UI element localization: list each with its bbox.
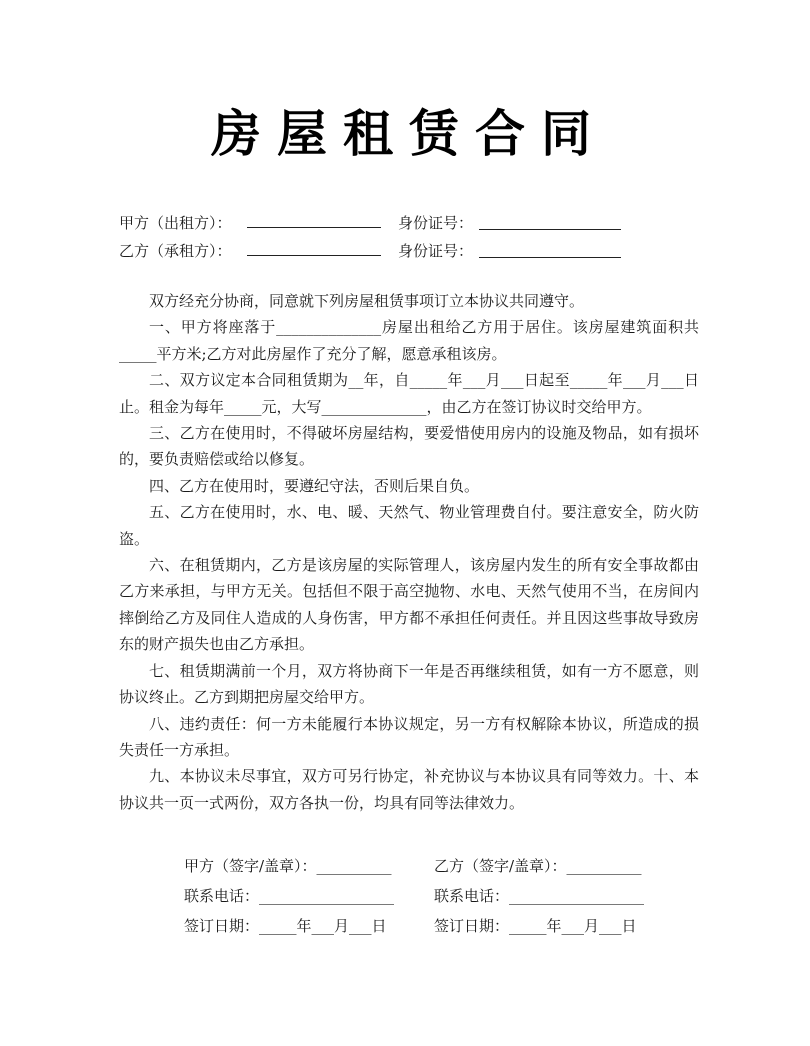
party-b-phone: 联系电话：__________________ [434,887,645,905]
party-b-label: 乙方（承租方）： [119,242,232,260]
party-a-row [119,213,474,233]
party-a-date: 签订日期：_____年___月___日 [184,917,387,935]
party-a-id-blank [479,213,621,230]
party-b-id-label: 身份证号： [398,242,474,260]
party-b-row [119,241,474,261]
clause-9: 九、本协议未尽事宜，双方可另行协定，补充协议与本协议具有同等效力。十、本协议共一页一式两份，双方各执一份，均具有同等法律效力。 [119,767,699,812]
party-b-signature: 乙方（签字/盖章）：__________ [434,857,642,875]
contract-body [119,288,699,816]
party-a-label: 甲方（出租方）： [119,214,232,232]
party-a-signature: 甲方（签字/盖章）：__________ [184,857,392,875]
clause-2: 二、双方议定本合同租赁期为__年，自_____年___月___日起至_____年___月___日止。租金为每年_____元，大写______________，由乙方在签订协议时交给甲方。 [119,371,699,416]
party-a-phone: 联系电话：__________________ [184,887,395,905]
clause-5: 五、乙方在使用时，水、电、暖、天然气、物业管理费自付。要注意安全，防火防盗。 [119,503,699,548]
clause-intro: 双方经充分协商，同意就下列房屋租赁事项订立本协议共同遵守。 [149,292,585,310]
clause-1: 一、甲方将座落于______________房屋出租给乙方用于居住。该房屋建筑面积共_____平方米;乙方对此房屋作了充分了解，愿意承租该房。 [119,318,699,363]
clause-8: 八、违约责任：何一方未能履行本协议规定，另一方有权解除本协议，所造成的损失责任一方承担。 [119,714,699,759]
party-a-name-blank [247,213,381,228]
clause-4: 四、乙方在使用时，要遵纪守法，否则后果自负。 [149,476,480,495]
clause-3: 三、乙方在使用时，不得破坏房屋结构，要爱惜使用房内的设施及物品，如有损坏的，要负责赔偿或给以修复。 [119,424,699,469]
party-b-id-blank [479,241,621,258]
party-b-date: 签订日期：_____年___月___日 [434,917,637,935]
document-title: 房屋租赁合同 [211,105,607,163]
clause-6: 六、在租赁期内，乙方是该房屋的实际管理人，该房屋内发生的所有安全事故都由乙方来承担，与甲方无关。包括但不限于高空抛物、水电、天然气使用不当，在房间内摔倒给乙方及同住人造成的人身伤害，甲方都不承担任何责任。并且因这些事故导致房东的财产损失也由乙方承担。 [119,556,699,654]
clause-7: 七、租赁期满前一个月，双方将协商下一年是否再继续租赁，如有一方不愿意，则协议终止。乙方到期把房屋交给甲方。 [119,661,699,707]
party-b-name-blank [247,241,381,256]
party-a-id-label: 身份证号： [398,214,474,232]
